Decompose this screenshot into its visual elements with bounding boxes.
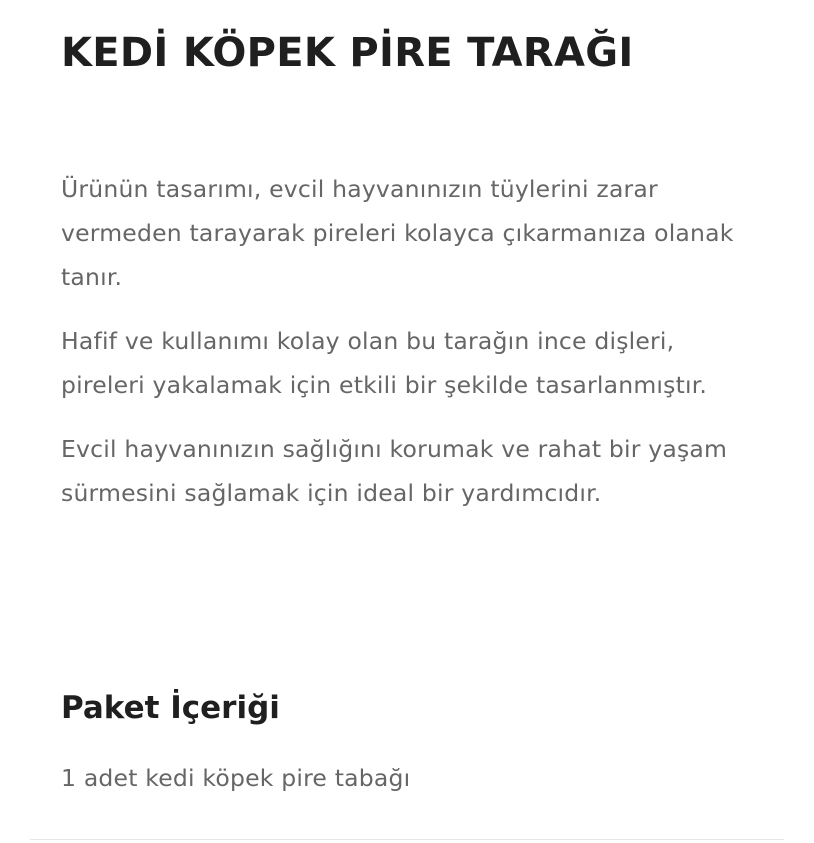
package-contents-text: 1 adet kedi köpek pire tabağı: [61, 764, 411, 792]
product-title: KEDİ KÖPEK PİRE TARAĞI: [61, 30, 634, 76]
description-paragraph: Hafif ve kullanımı kolay olan bu tarağın ince dişleri, pireleri yakalamak için etkili bir şekilde tasarlanmıştır.: [61, 327, 708, 399]
description-paragraph: Evcil hayvanınızın sağlığını korumak ve rahat bir yaşam sürmesini sağlamak için ideal bir yardımcıdır.: [61, 435, 728, 507]
product-description: [61, 167, 761, 535]
description-paragraph: Ürünün tasarımı, evcil hayvanınızın tüylerini zarar vermeden tarayarak pireleri kolayca çıkarmanıza olanak tanır.: [61, 175, 734, 291]
package-contents-heading: Paket İçeriği: [61, 690, 280, 726]
section-divider: [30, 839, 784, 840]
